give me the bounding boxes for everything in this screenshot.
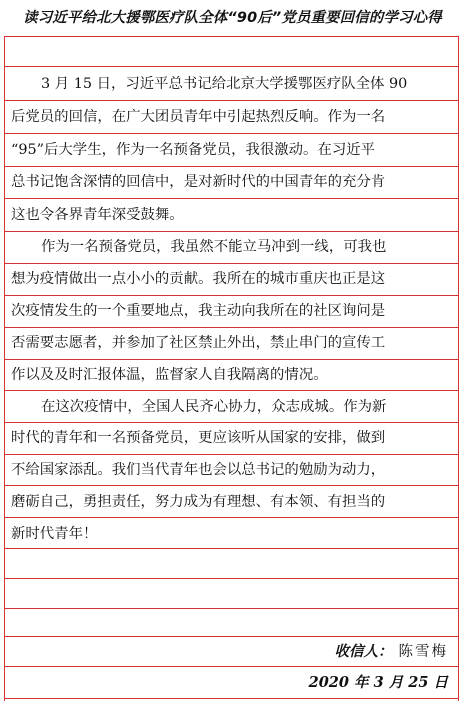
letter-date: 2020 年 3 月 25 日 [308, 674, 448, 691]
paragraph-line: 后党员的回信，在广大团员青年中引起热烈反响。作为一名 [11, 109, 386, 125]
paper-rule [5, 66, 458, 67]
paragraph-line: 磨砺自己，勇担责任，努力成为有理想、有本领、有担当的 [11, 494, 386, 510]
paragraph-line: 时代的青年和一名预备党员，更应该听从国家的安排，做到 [11, 430, 386, 446]
recipient-label: 收信人： [334, 643, 393, 660]
recipient-name: 陈雪梅 [398, 644, 448, 660]
recipient-line [335, 636, 449, 668]
paragraph-line: 作为一名预备党员，我虽然不能立马冲到一线，可我也 [41, 239, 387, 255]
paragraph-line: “95”后大学生，作为一名预备党员，我很激动。在习近平 [11, 142, 376, 158]
page-title: 读习近平给北大援鄂医疗队全体“90后”党员重要回信的学习心得 [23, 10, 442, 26]
lined-paper [4, 36, 459, 701]
paragraph-line: 不给国家添乱。我们当代青年也会以总书记的勉励为动力， [11, 462, 386, 478]
paragraph-line: 3 月 15 日，习近平总书记给北京大学援鄂医疗队全体 90 [41, 76, 408, 92]
paragraph-line: 在这次疫情中，全国人民齐心协力，众志成城。作为新 [41, 399, 387, 415]
paper-rule [5, 578, 458, 579]
paragraph-line: 新时代青年！ [11, 526, 98, 542]
paragraph-line: 作以及及时汇报体温，监督家人自我隔离的情况。 [11, 367, 328, 383]
paragraph-line: 否需要志愿者，并参加了社区禁止外出，禁止串门的宣传工 [11, 335, 386, 351]
paper-rule [5, 36, 458, 37]
paragraph-line: 总书记饱含深情的回信中，是对新时代的中国青年的充分肯 [11, 174, 386, 190]
paragraph-line: 次疫情发生的一个重要地点，我主动向我所在的社区询问是 [11, 303, 386, 319]
paragraph-line: 想为疫情做出一点小小的贡献。我所在的城市重庆也正是这 [11, 271, 386, 287]
paragraph-line: 这也令各界青年深受鼓舞。 [11, 207, 184, 223]
paper-rule [5, 608, 458, 609]
